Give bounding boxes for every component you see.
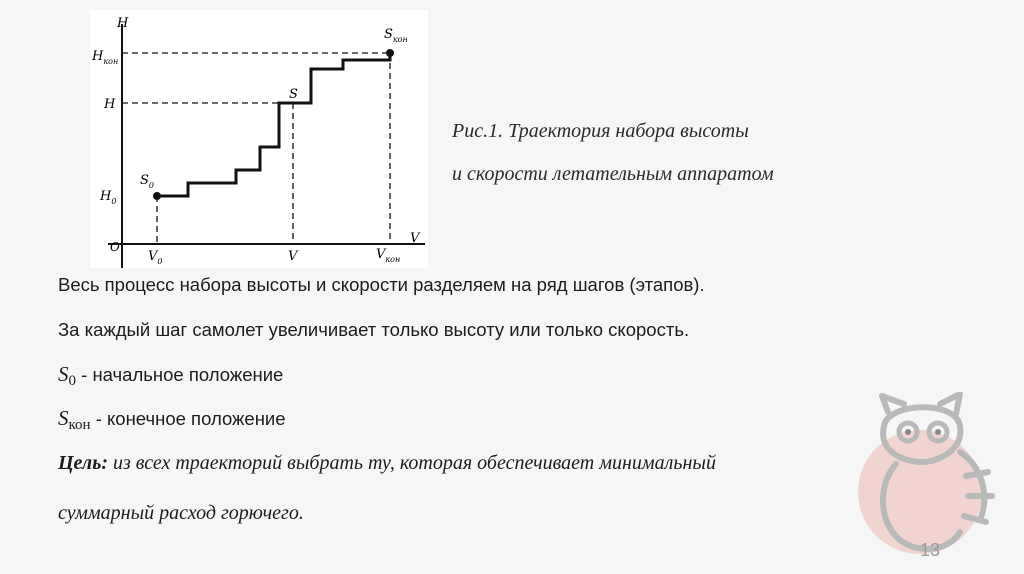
paragraph-process: Весь процесс набора высоты и скорости разделяем на ряд шагов (этапов). — [58, 274, 705, 295]
tick-v-kon: $V_{кон}$ — [376, 247, 401, 264]
skon-description: - конечное положение — [90, 408, 286, 429]
tick-v0: $V_0$ — [148, 249, 163, 266]
guide-lines — [122, 53, 390, 244]
axis-label-h: H — [117, 16, 129, 31]
goal-label: Цель: — [58, 452, 108, 474]
point-s-kon — [386, 49, 394, 57]
tick-h: H — [104, 97, 116, 112]
paragraph-skon — [58, 406, 286, 431]
skon-subscript: кон — [68, 417, 91, 433]
label-s-kon: $S_{кон}$ — [384, 27, 408, 44]
s0-symbol: S — [58, 362, 69, 386]
paragraph-goal-2: суммарный расход горючего. — [58, 502, 304, 524]
skon-symbol: S — [58, 406, 69, 430]
goal-text-1: из всех траекторий выбрать ту, которая обеспечивает минимальный — [108, 452, 716, 474]
page-number: 13 — [920, 540, 941, 560]
label-s0: $S_0$ — [140, 173, 154, 190]
s0-description: - начальное положение — [76, 364, 284, 385]
tick-h0: $H_0$ — [100, 189, 117, 206]
figure-caption — [452, 110, 774, 196]
caption-line-1: Рис.1. Траектория набора высоты — [452, 120, 749, 142]
caption-line-2: и скорости летательным аппаратом — [452, 163, 774, 185]
trajectory-path — [157, 53, 390, 196]
tick-v: V — [288, 249, 298, 264]
paragraph-goal-1 — [58, 452, 716, 475]
paragraph-step: За каждый шаг самолет увеличивает только высоту или только скорость. — [58, 319, 690, 340]
paragraph-s0 — [58, 362, 283, 387]
raccoon-mascot-icon — [848, 392, 998, 562]
point-s0 — [153, 192, 161, 200]
trajectory-figure — [90, 10, 428, 268]
label-s: S — [289, 87, 298, 102]
trajectory-diagram — [90, 10, 428, 268]
axis-label-v: V — [410, 231, 420, 246]
tick-h-kon: $H_{кон}$ — [92, 49, 119, 66]
origin-label: O — [110, 240, 120, 254]
s0-subscript: 0 — [68, 373, 76, 389]
